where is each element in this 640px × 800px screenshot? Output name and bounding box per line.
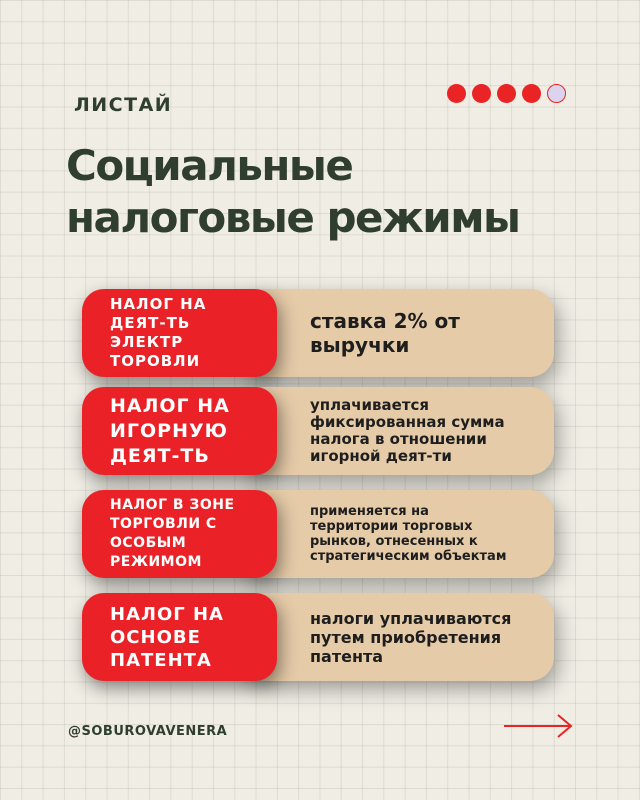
tax-regime-row bbox=[82, 289, 554, 377]
page-dot[interactable] bbox=[497, 84, 516, 103]
regime-description: ставка 2% от выручки bbox=[310, 309, 460, 357]
page-title bbox=[66, 140, 520, 244]
page-dot-current[interactable] bbox=[547, 84, 566, 103]
page-indicator bbox=[447, 84, 566, 103]
regime-description: налоги уплачиваются путем приобретения патента bbox=[310, 608, 512, 666]
author-handle[interactable]: @SOBUROVAVENERA bbox=[68, 724, 228, 739]
regime-name: НАЛОГ В ЗОНЕ ТОРГОВЛИ С ОСОБЫМ РЕЖИМОМ bbox=[82, 490, 277, 578]
swipe-hint: ЛИСТАЙ bbox=[74, 94, 173, 116]
tax-regime-row bbox=[82, 387, 554, 475]
regime-description: уплачивается фиксированная сумма налога в отношении игорной деят-ти bbox=[310, 396, 505, 465]
tax-regime-row bbox=[82, 490, 554, 578]
page-dot[interactable] bbox=[447, 84, 466, 103]
regime-description: применяется на территории торговых рынков, отнесенных к стратегическим объектам bbox=[310, 504, 507, 564]
page-dot[interactable] bbox=[522, 84, 541, 103]
page-title-line-2: налоговые режимы bbox=[66, 193, 520, 242]
page-title-line-1: Социальные bbox=[66, 141, 353, 190]
regime-name: НАЛОГ НА ИГОРНУЮ ДЕЯТ-ТЬ bbox=[82, 387, 277, 475]
tax-regime-row bbox=[82, 593, 554, 681]
page-dot[interactable] bbox=[472, 84, 491, 103]
regime-name: НАЛОГ НА ДЕЯТ-ТЬ ЭЛЕКТР ТОРОВЛИ bbox=[82, 289, 277, 377]
arrow-right-icon[interactable] bbox=[502, 712, 576, 740]
regime-name: НАЛОГ НА ОСНОВЕ ПАТЕНТА bbox=[82, 593, 277, 681]
